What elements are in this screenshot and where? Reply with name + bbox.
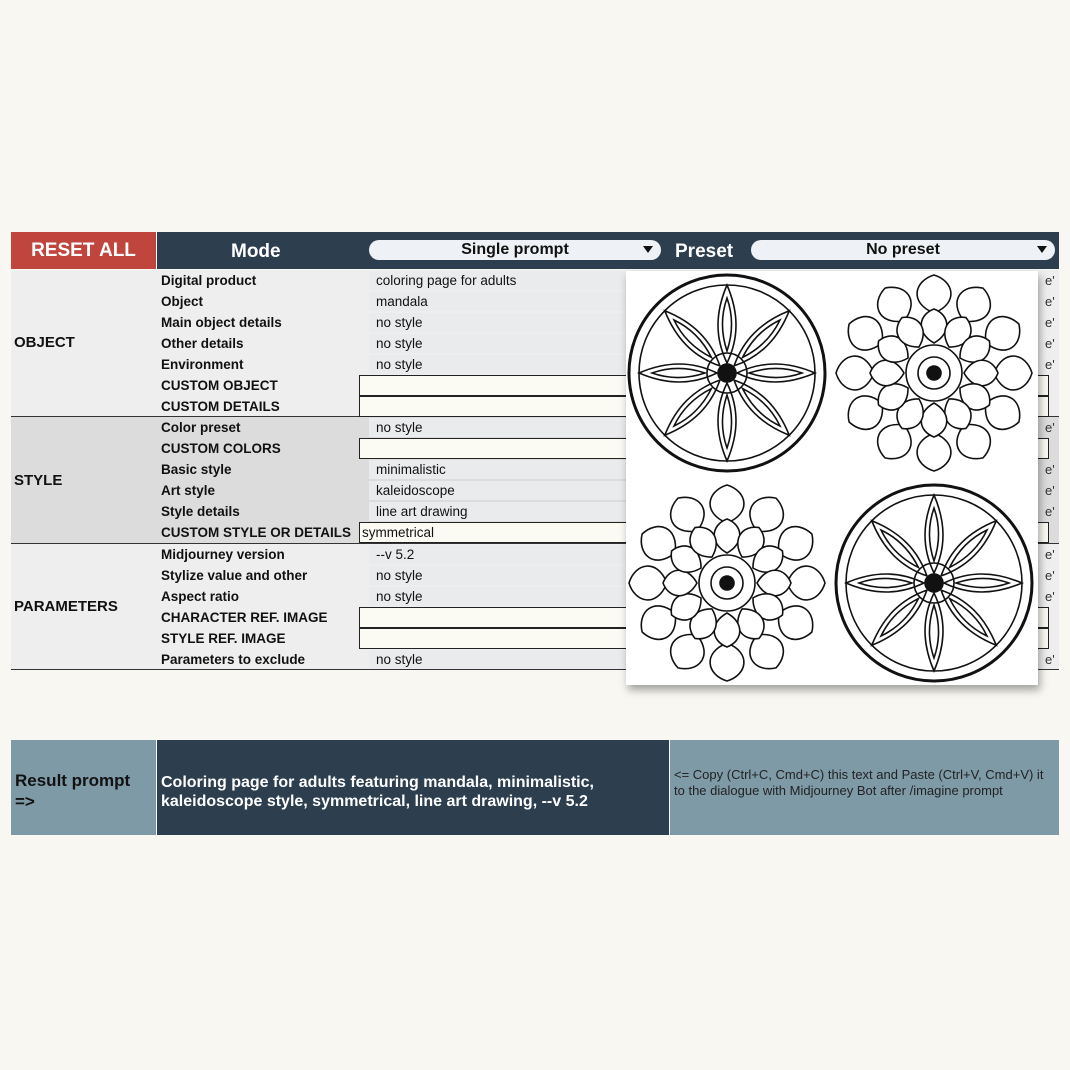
value-select[interactable]: --v 5.2 <box>369 545 1029 564</box>
result-label-cell <box>11 740 156 835</box>
row-label: Style details <box>161 504 240 519</box>
row-tail-text: e' <box>1045 504 1055 519</box>
row-label: CUSTOM STYLE OR DETAILS <box>161 525 352 540</box>
preset-select[interactable] <box>751 240 1055 260</box>
value-select[interactable]: no style <box>369 566 1029 585</box>
row-tail-text: e' <box>1045 357 1055 372</box>
value-select[interactable]: minimalistic <box>369 460 1029 479</box>
row-label: Main object details <box>161 315 282 330</box>
row-label: STYLE REF. IMAGE <box>161 631 286 646</box>
row-tail-text: e' <box>1045 315 1055 330</box>
chevron-down-icon <box>643 246 653 253</box>
copy-instructions-text: <= Copy (Ctrl+C, Cmd+C) this text and Paste (Ctrl+V, Cmd+V) it to the dialogue with Midjourney Bot after /imagine prompt <box>674 767 1044 798</box>
row-label: Color preset <box>161 420 241 435</box>
row-tail-text: e' <box>1045 273 1055 288</box>
result-label: Result prompt => <box>15 771 131 811</box>
row-label: Other details <box>161 336 244 351</box>
value-select[interactable]: no style <box>369 355 1029 374</box>
row-tail-text: e' <box>1045 483 1055 498</box>
row-label: Basic style <box>161 462 232 477</box>
value-select[interactable]: coloring page for adults <box>369 271 1029 290</box>
result-prompt-cell[interactable] <box>157 740 669 835</box>
row-label: Environment <box>161 357 244 372</box>
row-tail-text: e' <box>1045 420 1055 435</box>
row-label: Art style <box>161 483 216 498</box>
value-select[interactable]: no style <box>369 334 1029 353</box>
preset-select-value: No preset <box>866 241 940 258</box>
row-tail-text: e' <box>1045 462 1055 477</box>
row-label: CUSTOM COLORS <box>161 441 281 456</box>
row-tail-text: e' <box>1045 294 1055 309</box>
row-label: CUSTOM DETAILS <box>161 399 280 414</box>
value-select[interactable]: no style <box>369 313 1029 332</box>
value-select[interactable]: line art drawing <box>369 502 1029 521</box>
row-tail-text: e' <box>1045 652 1055 667</box>
row-label: Midjourney version <box>161 547 285 562</box>
custom-text-input[interactable]: symmetrical <box>359 522 1049 543</box>
row-label: Parameters to exclude <box>161 652 306 667</box>
row-label: Digital product <box>161 273 257 288</box>
value-select[interactable]: mandala <box>369 292 1029 311</box>
mode-label: Mode <box>231 241 281 262</box>
row-tail-text: e' <box>1045 336 1055 351</box>
preview-image <box>626 271 1038 685</box>
copy-instructions-cell <box>670 740 1059 835</box>
mandala-illustration <box>626 271 1038 685</box>
row-label: Aspect ratio <box>161 589 240 604</box>
row-tail-text: e' <box>1045 547 1055 562</box>
value-select[interactable]: no style <box>369 418 1029 437</box>
value-select[interactable]: kaleidoscope <box>369 481 1029 500</box>
result-prompt-text[interactable]: Coloring page for adults featuring mandala, minimalistic, kaleidoscope style, symmetrical, line art drawing, --v 5.2 <box>161 774 594 810</box>
row-label: Object <box>161 294 204 309</box>
value-select[interactable]: no style <box>369 650 1029 669</box>
chevron-down-icon <box>1037 246 1047 253</box>
style-section-title: STYLE <box>14 472 63 489</box>
preset-label: Preset <box>675 241 734 262</box>
row-label: CUSTOM OBJECT <box>161 378 278 393</box>
row-tail-text: e' <box>1045 589 1055 604</box>
row-tail-text: e' <box>1045 568 1055 583</box>
mode-select[interactable] <box>369 240 661 260</box>
header-bar <box>157 232 1059 269</box>
object-section-title: OBJECT <box>14 334 75 351</box>
row-label: CHARACTER REF. IMAGE <box>161 610 328 625</box>
parameters-section-title: PARAMETERS <box>14 598 118 615</box>
reset-all-button[interactable]: RESET ALL <box>11 232 156 269</box>
row-label: Stylize value and other <box>161 568 308 583</box>
mode-select-value: Single prompt <box>461 241 569 258</box>
value-select[interactable]: no style <box>369 587 1029 606</box>
